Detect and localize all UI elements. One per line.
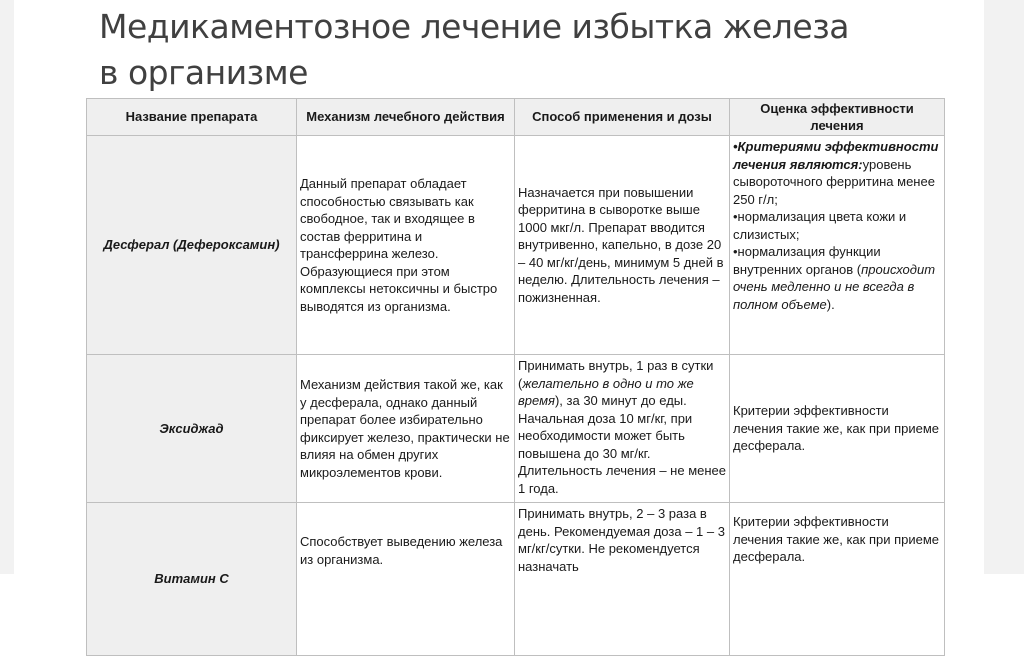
mechanism-cell: Способствует выведению железа из организма. bbox=[297, 503, 515, 656]
efficacy-organs-criterion: •нормализация функции внутренних органов ( bbox=[733, 244, 881, 277]
efficacy-ferritin-criterion: уровень сывороточного ферритина менее 250 г/л; bbox=[733, 156, 935, 207]
drug-name-cell: Витамин С bbox=[87, 503, 297, 656]
dosage-cell: Назначается при повышении ферритина в сыворотке выше 1000 мкг/л. Препарат вводится внутривенно, капельно, в дозе 20 – 40 мг/кг/день, минимум 5 дней в неделю. Длительность лечения – пожизненная. bbox=[515, 136, 730, 355]
dosage-cell: Принимать внутрь, 2 – 3 раза в день. Рекомендуемая доза – 1 – 3 мг/кг/сутки. Не рекомендуется назначать bbox=[515, 503, 730, 656]
treatment-table bbox=[86, 98, 945, 656]
table-header-row bbox=[87, 99, 945, 136]
drug-name-cell: Десферал (Дефероксамин) bbox=[87, 136, 297, 355]
slide-left-margin bbox=[0, 0, 14, 574]
mechanism-cell: Данный препарат обладает способностью связывать как свободное, так и входящее в состав ферритина и трансферрина железо. Образующиеся при этом комплексы нетоксичны и быстро выводятся из организма. bbox=[297, 136, 515, 355]
dosage-text-end: ), за 30 минут до еды. Начальная доза 10 мг/кг, при необходимости может быть повышена до 30 мг/кг. Длительность лечения – не менее 1 года. bbox=[518, 393, 727, 496]
efficacy-criteria-heading: •Критериями эффективности лечения являются: bbox=[733, 139, 939, 172]
efficacy-cell: Критерии эффективности лечения такие же, как при приеме десферала. bbox=[730, 355, 945, 503]
efficacy-organs-note: происходит очень медленно и не всегда в полном объеме bbox=[733, 261, 936, 312]
efficacy-cell bbox=[730, 136, 945, 355]
efficacy-cell: Критерии эффективности лечения такие же, как при приеме десферала. bbox=[730, 503, 945, 656]
table-row bbox=[87, 503, 945, 656]
mechanism-cell: Механизм действия такой же, как у десферала, однако данный препарат более избирательно фиксирует железо, практически не влияя на обмен других микроэлементов крови. bbox=[297, 355, 515, 503]
dosage-text-start: Принимать внутрь, 1 раз в сутки ( bbox=[518, 358, 714, 391]
header-dosage: Способ применения и дозы bbox=[515, 99, 730, 136]
slide-title-line-1: Медикаментозное лечение избытка железа bbox=[99, 7, 849, 46]
efficacy-organs-end: ). bbox=[826, 296, 835, 312]
efficacy-skin-criterion: •нормализация цвета кожи и слизистых; bbox=[733, 209, 907, 242]
header-drug-name: Название препарата bbox=[87, 99, 297, 136]
drug-name-cell: Эксиджад bbox=[87, 355, 297, 503]
slide-title-line-2: в организме bbox=[99, 53, 308, 92]
header-efficacy: Оценка эффективности лечения bbox=[730, 99, 945, 136]
table-row bbox=[87, 355, 945, 503]
dosage-timing-note: желательно в одно и то же время bbox=[518, 375, 694, 408]
header-mechanism: Механизм лечебного действия bbox=[297, 99, 515, 136]
dosage-cell bbox=[515, 355, 730, 503]
slide-title bbox=[99, 4, 999, 96]
table-row bbox=[87, 136, 945, 355]
